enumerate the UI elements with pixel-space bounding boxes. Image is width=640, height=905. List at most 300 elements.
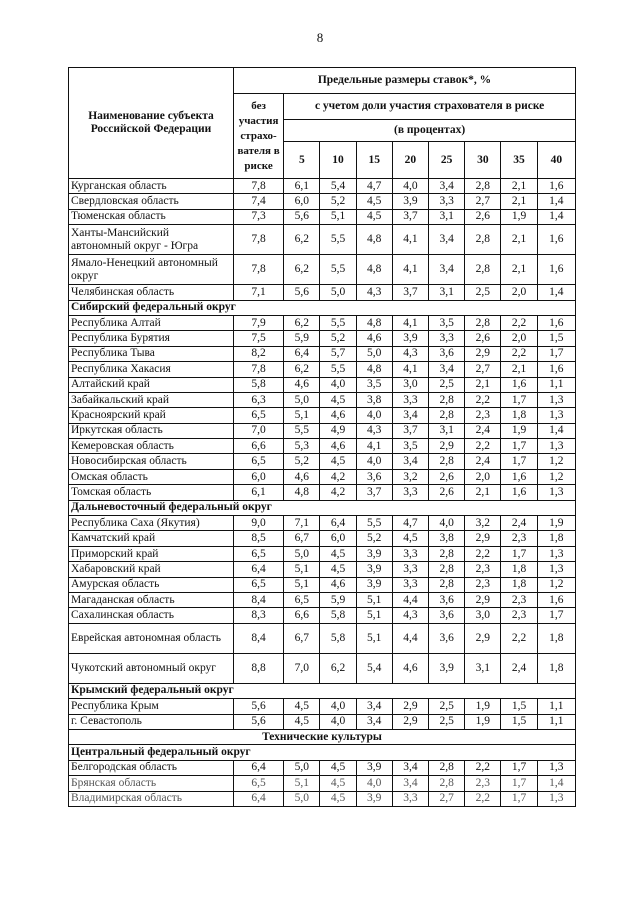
rate-cell: 3,7 (356, 485, 392, 500)
rate-without-share-cell: 6,1 (233, 485, 283, 500)
rate-cell: 1,3 (537, 392, 575, 407)
region-name: Амурская область (69, 577, 234, 592)
rate-cell: 2,9 (465, 592, 501, 607)
rate-cell: 1,3 (537, 791, 575, 806)
rate-without-share-cell: 9,0 (233, 516, 283, 531)
rate-cell: 4,0 (320, 714, 356, 729)
rate-cell: 1,4 (537, 423, 575, 438)
rate-cell: 3,4 (356, 699, 392, 714)
rate-cell: 1,3 (537, 439, 575, 454)
section-title: Крымский федеральный округ (69, 683, 576, 698)
rate-cell: 2,8 (429, 454, 465, 469)
rate-cell: 5,3 (284, 439, 320, 454)
table-row (69, 179, 576, 194)
rate-cell: 1,9 (501, 423, 537, 438)
rate-cell: 4,6 (284, 469, 320, 484)
rate-cell: 3,4 (429, 255, 465, 285)
without-share-header: без участия страхо-вателя в риске (233, 94, 283, 179)
rate-cell: 4,5 (320, 392, 356, 407)
rate-cell: 2,3 (465, 776, 501, 791)
region-name: Чукотский автономный округ (69, 653, 234, 683)
rate-without-share-cell: 7,5 (233, 331, 283, 346)
rate-cell: 5,2 (284, 454, 320, 469)
region-name: Тюменская область (69, 209, 234, 224)
rate-cell: 4,6 (320, 408, 356, 423)
rate-cell: 1,6 (501, 469, 537, 484)
rate-cell: 4,3 (392, 346, 428, 361)
rate-cell: 3,9 (356, 562, 392, 577)
rate-cell: 1,3 (537, 546, 575, 561)
table-row (69, 577, 576, 592)
rate-cell: 4,5 (356, 194, 392, 209)
percent-header-cell: 30 (465, 142, 501, 179)
rate-cell: 3,9 (356, 546, 392, 561)
table-row (69, 608, 576, 623)
region-name: Сахалинская область (69, 608, 234, 623)
table-row (69, 225, 576, 255)
rate-without-share-cell: 5,6 (233, 699, 283, 714)
rate-cell: 4,2 (320, 469, 356, 484)
rate-cell: 3,2 (465, 516, 501, 531)
rate-cell: 2,2 (501, 315, 537, 330)
percent-header-cell: 35 (501, 142, 537, 179)
rate-cell: 2,8 (429, 577, 465, 592)
rate-cell: 1,9 (501, 209, 537, 224)
rate-cell: 5,6 (284, 285, 320, 300)
table-row (69, 485, 576, 500)
rate-cell: 3,4 (392, 408, 428, 423)
rate-cell: 2,9 (429, 439, 465, 454)
rate-cell: 3,3 (392, 485, 428, 500)
rate-cell: 3,1 (429, 285, 465, 300)
rate-cell: 3,9 (392, 331, 428, 346)
rate-cell: 2,9 (392, 714, 428, 729)
rate-cell: 3,6 (429, 608, 465, 623)
rate-cell: 1,7 (501, 776, 537, 791)
rate-cell: 4,0 (356, 454, 392, 469)
rate-cell: 3,9 (356, 577, 392, 592)
rate-cell: 1,1 (537, 714, 575, 729)
rate-cell: 3,0 (392, 377, 428, 392)
rate-cell: 4,0 (429, 516, 465, 531)
table-row (69, 791, 576, 806)
rate-cell: 4,0 (320, 377, 356, 392)
rate-cell: 5,5 (356, 516, 392, 531)
region-name: Забайкальский край (69, 392, 234, 407)
table-row (69, 255, 576, 285)
rate-cell: 7,0 (284, 653, 320, 683)
rate-cell: 1,7 (501, 439, 537, 454)
rate-cell: 2,2 (501, 346, 537, 361)
rate-cell: 2,8 (429, 392, 465, 407)
rate-cell: 3,4 (429, 225, 465, 255)
rate-cell: 4,1 (392, 315, 428, 330)
rate-without-share-cell: 6,0 (233, 469, 283, 484)
percent-header-cell: 5 (284, 142, 320, 179)
rate-cell: 2,1 (501, 255, 537, 285)
section-title: Сибирский федеральный округ (69, 300, 576, 315)
rate-cell: 3,4 (429, 362, 465, 377)
rate-cell: 3,5 (392, 439, 428, 454)
rate-cell: 3,3 (392, 562, 428, 577)
rate-cell: 4,7 (356, 179, 392, 194)
rate-cell: 5,1 (320, 209, 356, 224)
rate-cell: 2,8 (465, 179, 501, 194)
rate-without-share-cell: 7,8 (233, 225, 283, 255)
percent-header-cell: 10 (320, 142, 356, 179)
rate-cell: 2,6 (465, 331, 501, 346)
section-row (69, 683, 576, 698)
table-header (69, 68, 576, 179)
rate-cell: 1,4 (537, 209, 575, 224)
table-row (69, 392, 576, 407)
rate-cell: 4,5 (320, 791, 356, 806)
rate-cell: 2,8 (429, 776, 465, 791)
rate-cell: 1,9 (465, 714, 501, 729)
rate-cell: 6,0 (320, 531, 356, 546)
rate-cell: 3,3 (429, 331, 465, 346)
section-row (69, 300, 576, 315)
region-name: Хабаровский край (69, 562, 234, 577)
rate-cell: 4,8 (356, 315, 392, 330)
table-row (69, 315, 576, 330)
rate-cell: 1,4 (537, 285, 575, 300)
rate-cell: 4,5 (320, 454, 356, 469)
rate-cell: 6,1 (284, 179, 320, 194)
rate-cell: 5,5 (320, 315, 356, 330)
table-row (69, 760, 576, 775)
rate-cell: 5,1 (284, 408, 320, 423)
rate-cell: 2,6 (429, 469, 465, 484)
rate-cell: 1,6 (537, 592, 575, 607)
rate-without-share-cell: 8,2 (233, 346, 283, 361)
rate-cell: 3,8 (356, 392, 392, 407)
region-name: Красноярский край (69, 408, 234, 423)
rate-cell: 4,6 (320, 577, 356, 592)
rate-cell: 4,3 (356, 285, 392, 300)
rate-cell: 1,6 (537, 315, 575, 330)
rate-cell: 1,7 (501, 791, 537, 806)
page-number: 8 (316, 30, 324, 45)
rate-cell: 2,3 (465, 562, 501, 577)
rate-cell: 1,4 (537, 194, 575, 209)
percent-header-cell: 20 (392, 142, 428, 179)
rate-cell: 1,8 (537, 623, 575, 653)
rate-cell: 5,5 (284, 423, 320, 438)
rate-cell: 2,8 (465, 315, 501, 330)
rate-cell: 2,8 (465, 225, 501, 255)
rate-cell: 1,6 (537, 225, 575, 255)
rate-without-share-cell: 5,6 (233, 714, 283, 729)
rate-cell: 4,5 (356, 209, 392, 224)
rate-cell: 2,5 (429, 714, 465, 729)
region-name: Курганская область (69, 179, 234, 194)
table-row (69, 592, 576, 607)
rate-cell: 6,4 (284, 346, 320, 361)
region-name: Белгородская область (69, 760, 234, 775)
rate-cell: 4,1 (392, 362, 428, 377)
rate-cell: 2,3 (465, 577, 501, 592)
table-row (69, 439, 576, 454)
rate-cell: 5,9 (320, 592, 356, 607)
region-name: г. Севастополь (69, 714, 234, 729)
in-percent-header: (в процентах) (284, 120, 576, 142)
table-row (69, 377, 576, 392)
rate-cell: 1,3 (537, 760, 575, 775)
table-row (69, 469, 576, 484)
percent-header-cell: 25 (429, 142, 465, 179)
table-row (69, 653, 576, 683)
rate-cell: 2,2 (465, 791, 501, 806)
rate-cell: 3,7 (392, 285, 428, 300)
rate-cell: 2,9 (465, 623, 501, 653)
region-name: Приморский край (69, 546, 234, 561)
rate-cell: 7,1 (284, 516, 320, 531)
rate-cell: 2,4 (465, 423, 501, 438)
rate-cell: 6,6 (284, 608, 320, 623)
rate-cell: 1,2 (537, 577, 575, 592)
rate-without-share-cell: 7,9 (233, 315, 283, 330)
rate-without-share-cell: 6,6 (233, 439, 283, 454)
rate-cell: 5,0 (284, 392, 320, 407)
rate-cell: 5,1 (356, 592, 392, 607)
rate-cell: 2,1 (465, 485, 501, 500)
rate-cell: 5,2 (356, 531, 392, 546)
rate-cell: 3,6 (429, 623, 465, 653)
table-row (69, 408, 576, 423)
rate-cell: 3,4 (392, 454, 428, 469)
rate-cell: 1,6 (537, 362, 575, 377)
rate-cell: 4,5 (284, 699, 320, 714)
rate-without-share-cell: 6,4 (233, 791, 283, 806)
rate-cell: 2,5 (429, 699, 465, 714)
rate-cell: 1,5 (501, 714, 537, 729)
rate-cell: 5,2 (320, 194, 356, 209)
rate-cell: 2,3 (501, 531, 537, 546)
rate-cell: 2,2 (465, 760, 501, 775)
rate-cell: 6,2 (284, 225, 320, 255)
rate-without-share-cell: 8,5 (233, 531, 283, 546)
region-name: Республика Саха (Якутия) (69, 516, 234, 531)
rate-cell: 6,7 (284, 531, 320, 546)
rate-cell: 4,5 (320, 760, 356, 775)
rate-cell: 5,1 (284, 562, 320, 577)
rate-cell: 5,0 (356, 346, 392, 361)
rate-cell: 3,9 (356, 791, 392, 806)
rate-cell: 2,4 (465, 454, 501, 469)
rate-cell: 1,1 (537, 377, 575, 392)
rate-cell: 1,7 (537, 346, 575, 361)
rate-cell: 4,6 (356, 331, 392, 346)
table-row (69, 531, 576, 546)
rate-cell: 4,5 (320, 776, 356, 791)
rate-cell: 2,0 (465, 469, 501, 484)
section-row (69, 500, 576, 515)
rate-cell: 3,3 (392, 577, 428, 592)
table-row (69, 623, 576, 653)
rate-cell: 5,6 (284, 209, 320, 224)
table-row (69, 209, 576, 224)
rate-without-share-cell: 6,5 (233, 577, 283, 592)
rate-cell: 4,6 (320, 439, 356, 454)
table-row (69, 714, 576, 729)
rate-cell: 2,8 (465, 255, 501, 285)
table-row (69, 362, 576, 377)
rate-cell: 2,8 (429, 408, 465, 423)
table-row (69, 546, 576, 561)
rate-without-share-cell: 8,3 (233, 608, 283, 623)
section-title: Центральный федеральный округ (69, 745, 576, 760)
rate-cell: 1,8 (501, 408, 537, 423)
section-title: Технические культуры (69, 729, 576, 744)
region-name: Камчатский край (69, 531, 234, 546)
rate-cell: 1,9 (537, 516, 575, 531)
rate-without-share-cell: 7,4 (233, 194, 283, 209)
rate-cell: 6,2 (284, 362, 320, 377)
rate-cell: 3,0 (465, 608, 501, 623)
rate-without-share-cell: 6,5 (233, 546, 283, 561)
region-name: Республика Хакасия (69, 362, 234, 377)
name-column-header: Наименование субъекта Российской Федерации (69, 68, 234, 179)
rate-cell: 4,4 (392, 623, 428, 653)
rate-cell: 2,4 (501, 516, 537, 531)
region-name: Ямало-Ненецкий автономный округ (69, 255, 234, 285)
rate-without-share-cell: 6,5 (233, 776, 283, 791)
rate-cell: 4,8 (356, 255, 392, 285)
rate-cell: 6,0 (284, 194, 320, 209)
rate-cell: 4,3 (356, 423, 392, 438)
rate-cell: 1,5 (501, 699, 537, 714)
region-name: Владимирская область (69, 791, 234, 806)
rate-cell: 4,0 (356, 776, 392, 791)
rate-without-share-cell: 6,4 (233, 562, 283, 577)
rate-cell: 4,1 (356, 439, 392, 454)
rate-without-share-cell: 5,8 (233, 377, 283, 392)
region-name: Алтайский край (69, 377, 234, 392)
rate-cell: 1,5 (537, 331, 575, 346)
percent-header-cell: 15 (356, 142, 392, 179)
region-name: Республика Алтай (69, 315, 234, 330)
rate-cell: 3,9 (356, 760, 392, 775)
region-name: Магаданская область (69, 592, 234, 607)
rate-cell: 6,7 (284, 623, 320, 653)
rate-cell: 1,7 (501, 546, 537, 561)
rate-cell: 4,5 (320, 562, 356, 577)
rate-without-share-cell: 6,5 (233, 454, 283, 469)
region-name: Республика Крым (69, 699, 234, 714)
rate-cell: 2,3 (501, 592, 537, 607)
rate-cell: 2,7 (465, 362, 501, 377)
rate-cell: 4,0 (392, 179, 428, 194)
rate-cell: 4,6 (392, 653, 428, 683)
rate-cell: 3,4 (429, 179, 465, 194)
rate-cell: 3,3 (392, 546, 428, 561)
rate-cell: 2,9 (465, 346, 501, 361)
table-row (69, 331, 576, 346)
rate-cell: 2,6 (429, 485, 465, 500)
rate-cell: 2,7 (465, 194, 501, 209)
rate-cell: 1,6 (501, 377, 537, 392)
rate-cell: 2,3 (465, 408, 501, 423)
rate-cell: 5,7 (320, 346, 356, 361)
rate-cell: 3,4 (392, 760, 428, 775)
region-name: Омская область (69, 469, 234, 484)
table-row (69, 776, 576, 791)
rate-cell: 4,9 (320, 423, 356, 438)
rate-cell: 1,7 (501, 454, 537, 469)
table-body (69, 179, 576, 807)
rate-without-share-cell: 8,4 (233, 592, 283, 607)
rate-cell: 3,1 (429, 423, 465, 438)
rate-cell: 3,1 (465, 653, 501, 683)
rate-cell: 3,5 (356, 377, 392, 392)
rate-cell: 3,5 (429, 315, 465, 330)
section-row (69, 745, 576, 760)
rate-cell: 2,4 (501, 653, 537, 683)
rate-cell: 2,1 (501, 225, 537, 255)
rate-cell: 2,6 (465, 209, 501, 224)
rate-cell: 2,1 (501, 194, 537, 209)
rate-cell: 5,5 (320, 255, 356, 285)
rate-cell: 4,2 (320, 485, 356, 500)
region-name: Кемеровская область (69, 439, 234, 454)
rate-cell: 1,8 (501, 562, 537, 577)
rate-cell: 1,7 (501, 760, 537, 775)
rates-table (68, 67, 576, 807)
rate-cell: 3,6 (356, 469, 392, 484)
rate-cell: 1,3 (537, 562, 575, 577)
rate-cell: 1,3 (537, 408, 575, 423)
region-name: Брянская область (69, 776, 234, 791)
limit-rates-header: Предельные размеры ставок*, % (233, 68, 575, 94)
region-name: Новосибирская область (69, 454, 234, 469)
table-row (69, 194, 576, 209)
rate-cell: 2,3 (501, 608, 537, 623)
rate-without-share-cell: 6,3 (233, 392, 283, 407)
rate-cell: 4,0 (320, 699, 356, 714)
rate-cell: 4,3 (392, 608, 428, 623)
rate-cell: 2,0 (501, 285, 537, 300)
rate-cell: 3,6 (429, 346, 465, 361)
rate-cell: 5,0 (284, 791, 320, 806)
rate-cell: 6,4 (320, 516, 356, 531)
rate-cell: 4,1 (392, 225, 428, 255)
rate-cell: 4,8 (284, 485, 320, 500)
rate-without-share-cell: 8,8 (233, 653, 283, 683)
rate-cell: 1,7 (537, 608, 575, 623)
rate-without-share-cell: 6,4 (233, 760, 283, 775)
rate-cell: 2,2 (465, 546, 501, 561)
rate-cell: 3,2 (392, 469, 428, 484)
rate-cell: 3,4 (356, 714, 392, 729)
region-name: Томская область (69, 485, 234, 500)
rate-cell: 6,2 (284, 255, 320, 285)
rate-without-share-cell: 7,8 (233, 255, 283, 285)
rate-cell: 5,4 (356, 653, 392, 683)
rate-cell: 5,4 (320, 179, 356, 194)
rate-cell: 5,0 (320, 285, 356, 300)
rate-cell: 6,2 (320, 653, 356, 683)
region-name: Иркутская область (69, 423, 234, 438)
region-name: Ханты-Мансийский автономный округ - Югра (69, 225, 234, 255)
rate-cell: 1,8 (537, 531, 575, 546)
rate-cell: 3,3 (392, 392, 428, 407)
rate-cell: 4,4 (392, 592, 428, 607)
rate-cell: 4,0 (356, 408, 392, 423)
rate-cell: 5,1 (356, 608, 392, 623)
rate-cell: 4,8 (356, 362, 392, 377)
rate-cell: 4,5 (284, 714, 320, 729)
